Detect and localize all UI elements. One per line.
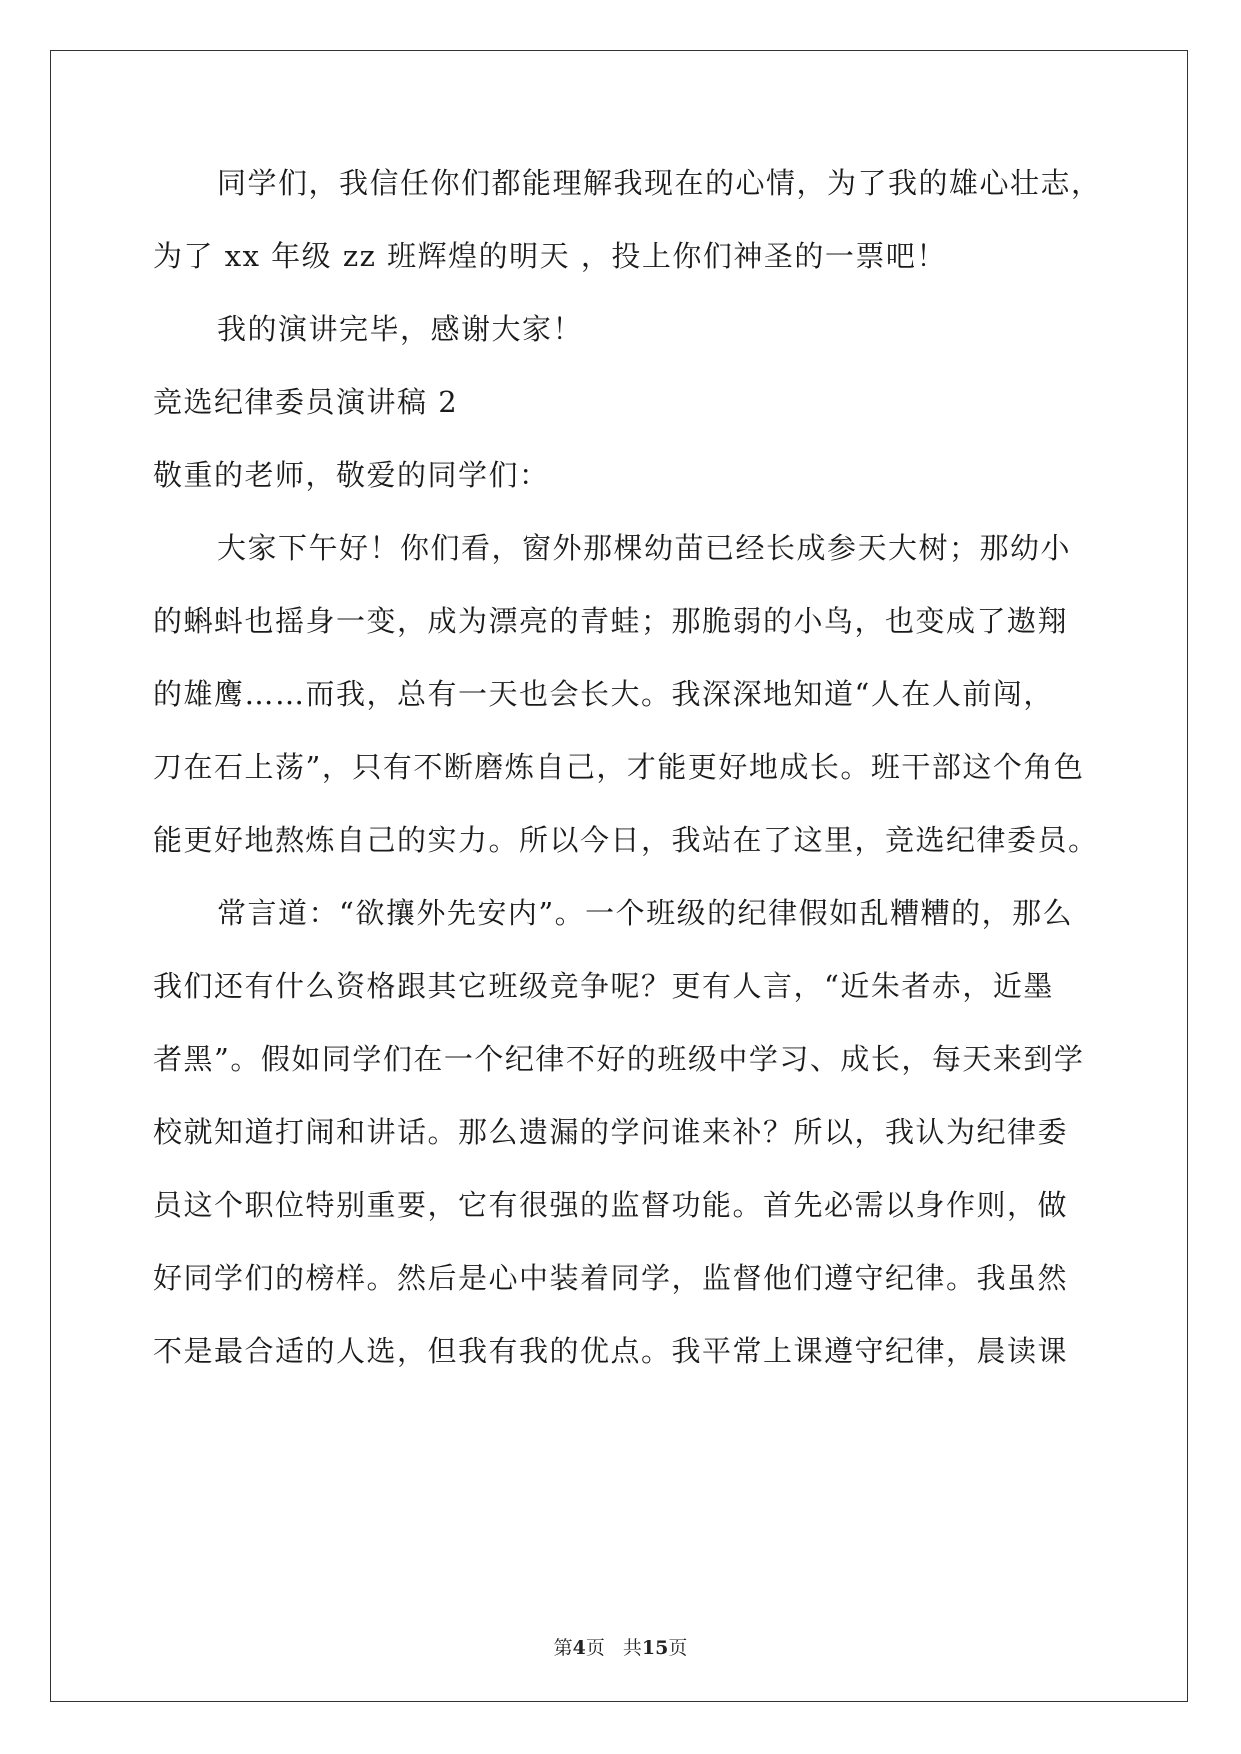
text-line: 大家下午好！你们看，窗外那棵幼苗已经长成参天大树；那幼小 xyxy=(217,531,1072,565)
page-footer xyxy=(0,1633,1241,1660)
text-line: 能更好地熬炼自己的实力。所以今日，我站在了这里，竞选纪律委员。 xyxy=(153,823,1099,857)
footer-page-suffix: 页 xyxy=(585,1637,605,1659)
page-border xyxy=(50,50,1188,1702)
section-heading: 竞选纪律委员演讲稿 2 xyxy=(153,385,459,419)
text-line: 不是最合适的人选，但我有我的优点。我平常上课遵守纪律，晨读课 xyxy=(153,1334,1069,1368)
text-line: 好同学们的榜样。然后是心中装着同学，监督他们遵守纪律。我虽然 xyxy=(153,1261,1069,1295)
footer-total-suffix: 页 xyxy=(668,1637,688,1659)
text-line: 者黑”。假如同学们在一个纪律不好的班级中学习、成长，每天来到学 xyxy=(153,1042,1085,1076)
footer-page-prefix: 第 xyxy=(553,1637,573,1659)
text-line: 校就知道打闹和讲话。那么遗漏的学问谁来补？所以，我认为纪律委 xyxy=(153,1115,1069,1149)
footer-total-prefix: 共 xyxy=(622,1637,642,1659)
text-line: 员这个职位特别重要，它有很强的监督功能。首先必需以身作则，做 xyxy=(153,1188,1069,1222)
text-line: 我的演讲完毕，感谢大家！ xyxy=(217,312,584,346)
salutation: 敬重的老师，敬爱的同学们： xyxy=(153,458,550,492)
text-line: 的蝌蚪也摇身一变，成为漂亮的青蛙；那脆弱的小鸟，也变成了遨翔 xyxy=(153,604,1069,638)
text-line: 为了 xx 年级 zz 班辉煌的明天 ，投上你们神圣的一票吧！ xyxy=(153,239,947,273)
text-line: 我们还有什么资格跟其它班级竞争呢？更有人言，“近朱者赤，近墨 xyxy=(153,969,1054,1003)
footer-page-number: 4 xyxy=(572,1637,586,1659)
text-line: 同学们，我信任你们都能理解我现在的心情，为了我的雄心壮志， xyxy=(217,166,1102,200)
text-line: 的雄鹰……而我，总有一天也会长大。我深深地知道“人在人前闯， xyxy=(153,677,1054,711)
footer-total-pages: 15 xyxy=(641,1637,669,1659)
text-line: 常言道：“欲攘外先安内”。一个班级的纪律假如乱糟糟的，那么 xyxy=(217,896,1074,930)
text-line: 刀在石上荡”，只有不断磨炼自己，才能更好地成长。班干部这个角色 xyxy=(153,750,1085,784)
